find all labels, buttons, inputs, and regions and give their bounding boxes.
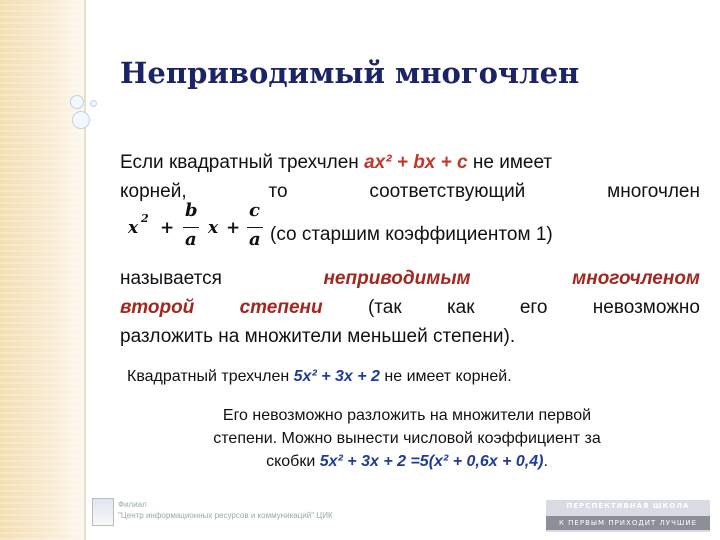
example-explanation xyxy=(112,404,702,473)
paragraph-line-1 xyxy=(120,148,700,177)
text-fragment: . xyxy=(543,453,548,470)
paragraph-line-5 xyxy=(120,293,700,322)
text-fragment: не имеет xyxy=(467,152,553,173)
formula-denominator-a: a xyxy=(185,229,197,250)
formula-x: x xyxy=(208,218,219,238)
footer-credit-line: Филиал xyxy=(118,500,147,509)
fraction-bar xyxy=(247,227,263,228)
term-highlight: второй xyxy=(120,297,195,318)
fraction-bar xyxy=(183,227,199,228)
word: невозможно xyxy=(592,297,700,318)
footer-logo-icon xyxy=(92,498,114,526)
formula-numerator-b: b xyxy=(185,200,198,221)
text-fragment: Квадратный трехчлен xyxy=(127,368,294,385)
quadratic-expression: ax² + bx + c xyxy=(364,152,468,173)
word: корней, xyxy=(120,181,187,202)
formula-denominator-a: a xyxy=(249,229,261,250)
badge-title: ПЕРСПЕКТИВНАЯ ШКОЛА xyxy=(566,502,690,510)
explanation-line: Его невозможно разложить на множители первой xyxy=(222,407,592,424)
footer-credit-line: "Центр информационных ресурсов и коммуникаций" ЦИК xyxy=(118,511,333,520)
term-highlight: многочленом xyxy=(572,268,700,289)
term-highlight: неприводимым xyxy=(323,268,471,289)
explanation-line xyxy=(112,450,702,473)
school-badge xyxy=(546,500,710,532)
text-fragment: скобки xyxy=(266,453,320,470)
decorative-dot xyxy=(72,111,90,129)
formula-numerator-c: c xyxy=(249,200,260,221)
word: соответствующий xyxy=(369,181,526,202)
formula-plus: + xyxy=(226,218,241,238)
example-statement xyxy=(127,368,512,386)
formula-plus: + xyxy=(160,218,175,238)
paragraph-line-6: разложить на множители меньшей степени). xyxy=(120,326,516,347)
explanation-line: степени. Можно вынести числовой коэффициент за xyxy=(213,430,601,447)
word: его xyxy=(519,297,548,318)
word: называется xyxy=(120,268,222,289)
footer-credit xyxy=(118,499,333,521)
word: как xyxy=(446,297,475,318)
slide-edge xyxy=(84,0,86,540)
text-fragment: Если квадратный трехчлен xyxy=(120,152,365,173)
example-expression: 5x² + 3x + 2 xyxy=(293,368,380,385)
monic-polynomial-formula xyxy=(128,200,288,250)
formula-x-squared: x xyxy=(128,218,139,238)
word: (так xyxy=(367,297,402,318)
factored-expression: 5x² + 3x + 2 =5(x² + 0,6x + 0,4) xyxy=(319,453,544,470)
decorative-dot xyxy=(90,100,97,107)
text-fragment: не имеет корней. xyxy=(379,368,512,385)
word: то xyxy=(268,181,288,202)
term-highlight: степени xyxy=(239,297,323,318)
paragraph-line-4 xyxy=(120,264,700,293)
decorative-dot xyxy=(70,95,84,109)
slide-title: Неприводимый многочлен xyxy=(120,56,580,90)
badge-slogan: К ПЕРВЫМ ПРИХОДИТ ЛУЧШИЕ xyxy=(546,516,710,530)
left-decorative-band xyxy=(0,0,84,540)
formula-exponent: 2 xyxy=(141,212,149,225)
word: многочлен xyxy=(607,181,700,202)
formula-note: (со старшим коэффициентом 1) xyxy=(270,224,553,245)
